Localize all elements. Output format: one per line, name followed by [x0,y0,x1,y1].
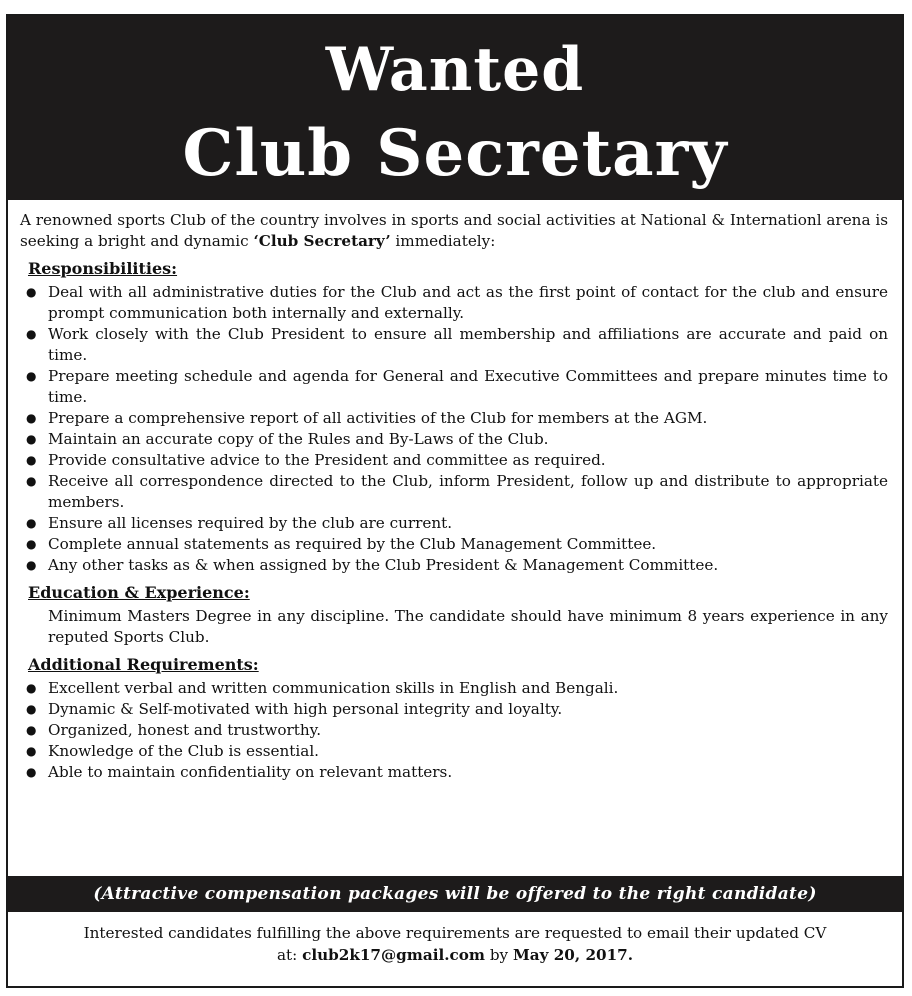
list-item: ● Able to maintain confidentiality on relevant matters. [48,762,888,783]
header-title-line2: Club Secretary [182,116,728,191]
list-item: ● Receive all correspondence directed to the Club, inform President, follow up and distribute to appropriate members. [48,471,888,513]
additional-requirements-list [20,678,888,783]
list-item: ● Knowledge of the Club is essential. [48,741,888,762]
ad-body [8,200,902,783]
list-item: ● Ensure all licenses required by the club are current. [48,513,888,534]
header-title-line1: Wanted [325,35,585,105]
education-heading: Education & Experience: [28,583,250,602]
intro-text: A renowned sports Club of the country involves in sports and social activities at National & Internationl arena is seeking a bright and dynamic [20,211,888,250]
list-item: ● Organized, honest and trustworthy. [48,720,888,741]
list-item: ● Complete annual statements as required by the Club Management Committee. [48,534,888,555]
intro-paragraph [20,210,888,252]
list-item: ● Provide consultative advice to the President and committee as required. [48,450,888,471]
list-item: ● Dynamic & Self-motivated with high personal integrity and loyalty. [48,699,888,720]
compensation-banner: (Attractive compensation packages will be offered to the right candidate) [8,876,902,912]
list-item: ● Work closely with the Club President to ensure all membership and affiliations are accurate and paid on time. [48,324,888,366]
list-item: ● Prepare a comprehensive report of all activities of the Club for members at the AGM. [48,408,888,429]
education-text: Minimum Masters Degree in any discipline. The candidate should have minimum 8 years experience in any reputed Sports Club. [48,607,888,646]
position-name: ‘Club Secretary’ [253,232,391,250]
responsibilities-heading: Responsibilities: [28,259,178,278]
responsibilities-list [20,282,888,576]
deadline-date: May 20, 2017. [512,946,634,964]
list-item: ● Deal with all administrative duties for the Club and act as the first point of contact for the club and ensure prompt communication both internally and externally. [48,282,888,324]
by-label: by [485,946,513,964]
list-item: ● Prepare meeting schedule and agenda for General and Executive Committees and prepare minutes time to time. [48,366,888,408]
intro-text-end: immediately: [390,232,496,250]
at-label: at: [276,946,303,964]
list-item: ● Maintain an accurate copy of the Rules and By-Laws of the Club. [48,429,888,450]
header-banner [8,16,902,200]
additional-requirements-heading: Additional Requirements: [28,655,259,674]
email-address[interactable]: club2k17@gmail.com [302,946,485,964]
application-instructions [8,922,902,966]
footer-line2 [8,944,902,966]
job-advertisement [6,14,904,988]
list-item: ● Excellent verbal and written communication skills in English and Bengali. [48,678,888,699]
list-item: ● Any other tasks as & when assigned by the Club President & Management Committee. [48,555,888,576]
footer-line1: Interested candidates fulfilling the above requirements are requested to email their updated CV [83,924,827,942]
